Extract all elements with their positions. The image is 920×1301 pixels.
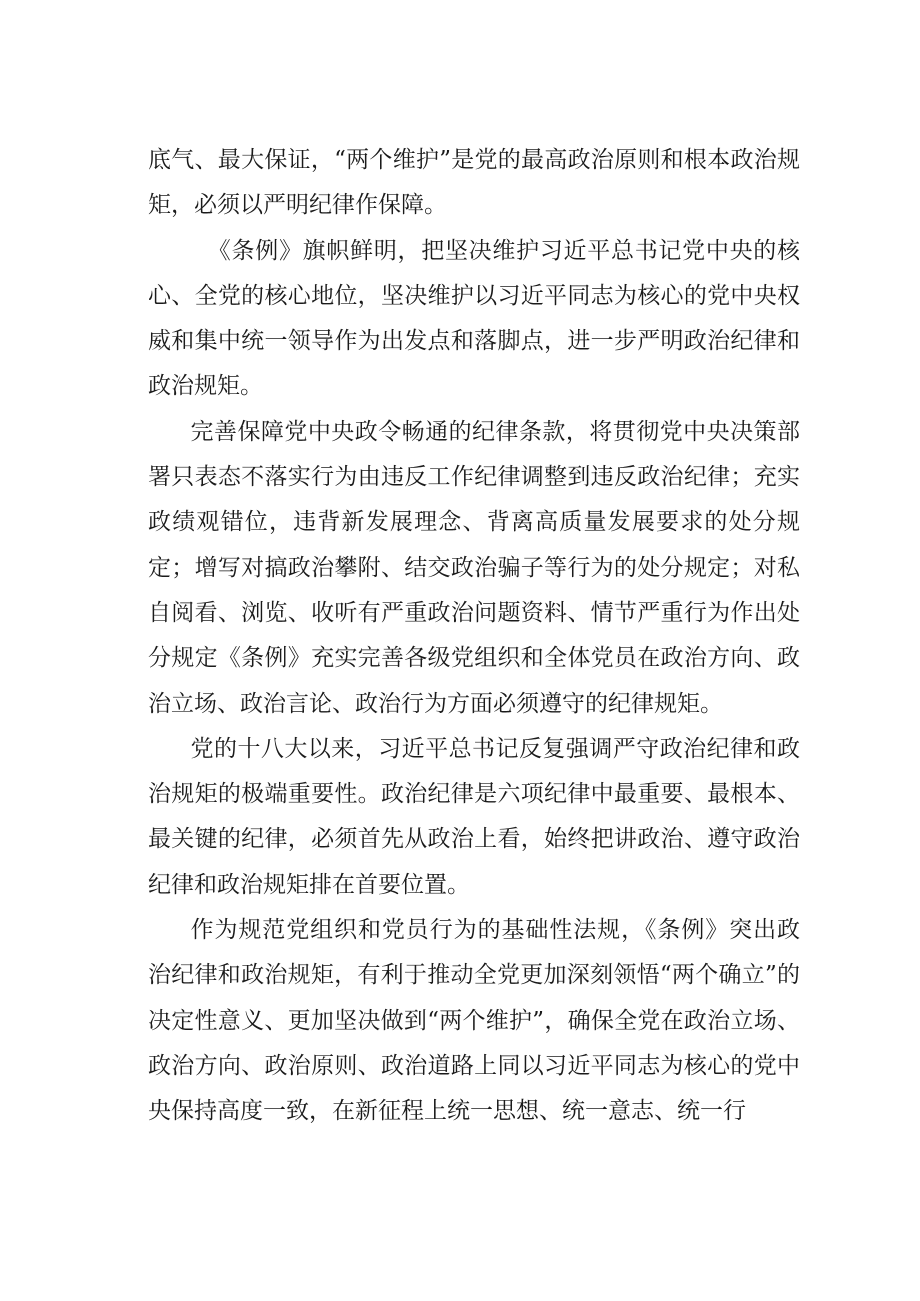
paragraph-5: 作为规范党组织和党员行为的基础性法规，《条例》突出政治纪律和政治规矩，有利于推动全党更加深刻领悟“两个确立”的决定性意义、更加坚决做到“两个维护”，确保全党在政治立场、政治方向、政治原则、政治道路上同以习近平同志为核心的党中央保持高度一致，在新征程上统一思想、统一意志、统一行 [148,917,800,1125]
paragraph-1: 底气、最大保证，“两个维护”是党的最高政治原则和根本政治规矩，必须以严明纪律作保障。 [148,147,800,219]
paragraph-2: 《条例》旗帜鲜明，把坚决维护习近平总书记党中央的核心、全党的核心地位，坚决维护以习近平同志为核心的党中央权威和集中统一领导作为出发点和落脚点，进一步严明政治纪律和政治规矩。 [148,237,800,400]
paragraph-4: 党的十八大以来，习近平总书记反复强调严守政治纪律和政治规矩的极端重要性。政治纪律是六项纪律中最重要、最根本、最关键的纪律，必须首先从政治上看，始终把讲政治、遵守政治纪律和政治规矩排在首要位置。 [148,735,800,898]
paragraph-3: 完善保障党中央政令畅通的纪律条款，将贯彻党中央决策部署只表态不落实行为由违反工作纪律调整到违反政治纪律；充实政绩观错位，违背新发展理念、背离高质量发展要求的处分规定；增写对搞政治攀附、结交政治骗子等行为的处分规定；对私自阅看、浏览、收听有严重政治问题资料、情节严重行为作出处分规定《条例》充实完善各级党组织和全体党员在政治方向、政治立场、政治言论、政治行为方面必须遵守的纪律规矩。 [148,418,800,717]
document-body [148,138,800,1135]
